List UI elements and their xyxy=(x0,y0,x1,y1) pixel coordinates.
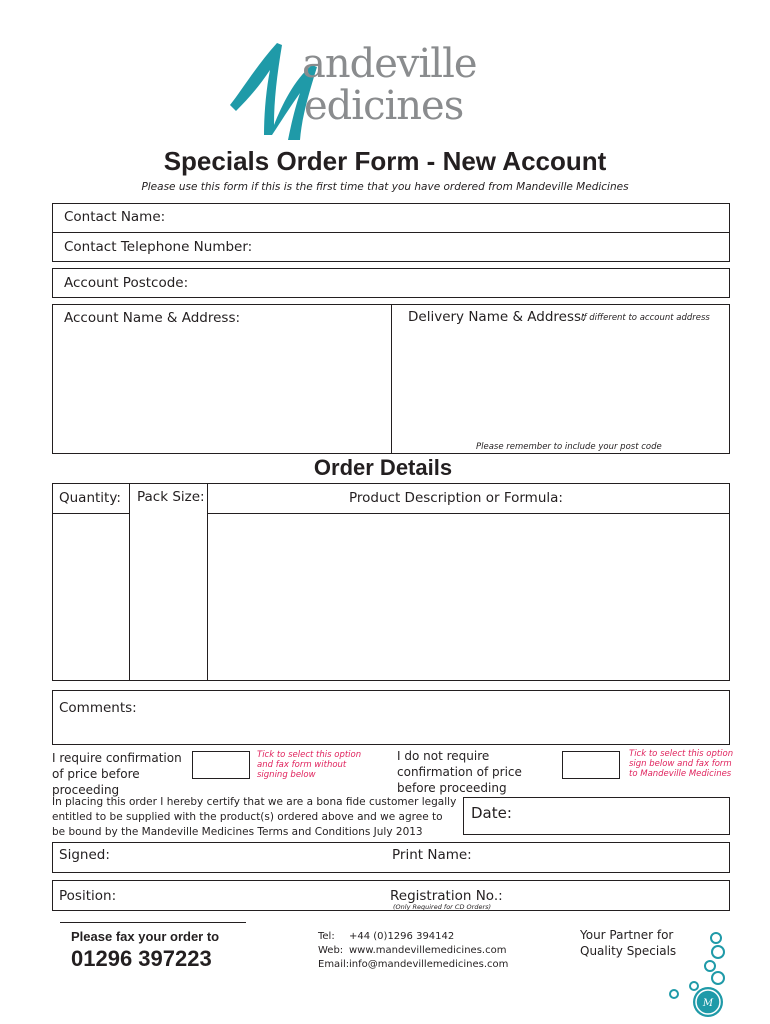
contact-divider xyxy=(52,232,730,233)
postcode-note: Please remember to include your post code xyxy=(476,442,662,452)
gears-decoration-icon xyxy=(662,930,742,1020)
fax-label: Please fax your order to xyxy=(71,929,220,944)
comments-field[interactable] xyxy=(52,690,730,745)
partner-line-1: Your Partner for xyxy=(580,928,674,942)
web-link[interactable]: www.mandevillemedicines.com xyxy=(349,945,507,956)
email-link[interactable]: info@mandevillemedicines.com xyxy=(349,959,509,970)
delivery-note: If different to account address xyxy=(581,313,710,323)
no-confirmation-note: Tick to select this option sign below and fax form to Mandeville Medicines xyxy=(629,749,734,779)
product-column-field[interactable] xyxy=(209,515,729,680)
page-title: Specials Order Form - New Account xyxy=(163,146,607,176)
date-label: Date: xyxy=(471,804,512,822)
account-postcode-label: Account Postcode: xyxy=(64,275,189,291)
partner-line-2: Quality Specials xyxy=(580,944,677,958)
logo-text-top: andeville xyxy=(302,41,477,87)
col-pack-size-header: Pack Size: xyxy=(137,489,205,505)
delivery-address-label: Delivery Name & Address: xyxy=(408,309,586,325)
account-address-field[interactable] xyxy=(52,304,392,454)
col-product-header: Product Description or Formula: xyxy=(349,490,563,506)
contact-name-field[interactable]: Contact Name: xyxy=(64,209,166,225)
signed-field[interactable]: Signed: xyxy=(59,847,110,863)
order-details-title: Order Details xyxy=(313,455,453,480)
certification-text: In placing this order I hereby certify that we are a bona fide customer legally entitled to be supplied with the product(s) ordered above and we agree to be bound by the Mandeville Medicines Terms and Conditions July 2013 xyxy=(52,796,457,838)
no-confirmation-checkbox[interactable] xyxy=(562,751,620,779)
tel-label: Tel: xyxy=(318,931,335,942)
no-confirmation-text: I do not require confirmation of price before proceeding xyxy=(397,749,522,795)
fax-number: 01296 397223 xyxy=(71,946,212,971)
print-name-field[interactable]: Print Name: xyxy=(392,847,472,863)
quantity-column-field[interactable] xyxy=(53,515,128,680)
contact-phone-field[interactable]: Contact Telephone Number: xyxy=(64,239,253,255)
company-logo xyxy=(222,35,512,145)
require-confirmation-note: Tick to select this option and fax form without signing below xyxy=(257,750,362,780)
require-confirmation-checkbox[interactable] xyxy=(192,751,250,779)
comments-label: Comments: xyxy=(59,700,137,716)
delivery-address-field[interactable] xyxy=(391,304,730,454)
email-label: Email: xyxy=(318,959,350,970)
logo-text-bottom: edicines xyxy=(304,83,464,129)
position-field[interactable]: Position: xyxy=(59,888,117,904)
pack-size-column-field[interactable] xyxy=(131,515,206,680)
page-subtitle: Please use this form if this is the first time that you have ordered from Mandeville Medicines xyxy=(141,181,629,193)
registration-field[interactable]: Registration No.: xyxy=(390,888,503,904)
svg-text:M: M xyxy=(702,998,714,1009)
signed-print-box xyxy=(52,842,730,873)
web-label: Web: xyxy=(318,945,344,956)
registration-note: (Only Required for CD Orders) xyxy=(393,903,492,911)
tel-value: +44 (0)1296 394142 xyxy=(349,931,455,942)
col-quantity-header: Quantity: xyxy=(59,490,121,506)
require-confirmation-text: I require confirmation of price before proceeding xyxy=(52,751,182,797)
account-address-label: Account Name & Address: xyxy=(64,310,241,326)
